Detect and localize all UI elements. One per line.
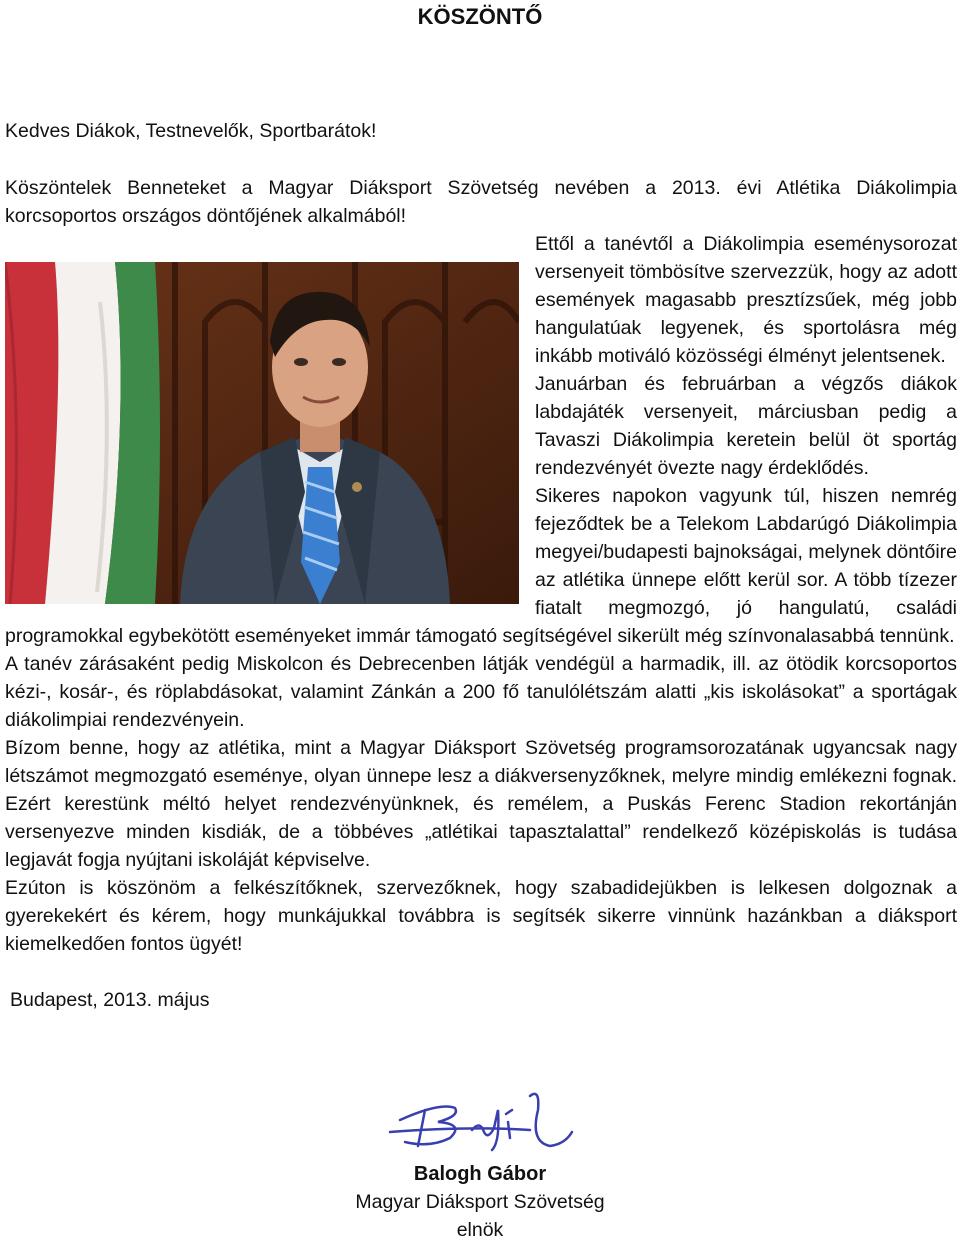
portrait-photo bbox=[5, 262, 519, 604]
greeting: Kedves Diákok, Testnevelők, Sportbarátok! bbox=[5, 120, 377, 142]
paragraph-3: Sikeres napokon vagyunk túl, hiszen nemrég fejeződtek be a Telekom Labdarúgó Diákolimpia megyei/budapesti bajnokságai, melynek döntőire az atlétika ünnepe előtt kerül sor. A több tízezer fiatalt megmozgó, jó hangulatú, családi programokkal egybekötött eseményeket immár támogató segítségével sikerült még színvonalasabbá tennünk. bbox=[5, 485, 957, 647]
portrait-illustration bbox=[5, 262, 519, 604]
signature-block bbox=[350, 1080, 610, 1244]
place-date: Budapest, 2013. május bbox=[10, 989, 210, 1011]
intro-paragraph: Köszöntelek Benneteket a Magyar Diáksport Szövetség nevében a 2013. évi Atlétika Diákolimpia korcsoportos országos döntőjének alkalmából! bbox=[5, 177, 957, 227]
signer-organization: Magyar Diáksport Szövetség bbox=[355, 1191, 605, 1213]
handwritten-signature bbox=[380, 1080, 580, 1160]
paragraph-5: Bízom benne, hogy az atlétika, mint a Magyar Diáksport Szövetség programsorozatának ugyancsak nagy létszámot megmozgató eseménye, olyan ünnepe lesz a diákversenyzőknek, melyre mindig emlékezni fognak. Ezért kerestünk méltó helyet rendezvényünknek, és remélem, a Puskás Ferenc Stadion rekortánján versenyezve minden kisdiák, de a többéves „atlétikai tapasztalattal” rendelkező középiskolás is tudása legjavát fogja nyújtani iskoláját képviselve. bbox=[5, 737, 957, 871]
paragraph-6: Ezúton is köszönöm a felkészítőknek, szervezőknek, hogy szabadidejükben is lelkesen dolgoznak a gyerekekért és kérem, hogy munkájukkal továbbra is segítsék sikerre vinnünk hazánkban a diáksport kiemelkedően fontos ügyét! bbox=[5, 877, 957, 955]
signer-name: Balogh Gábor bbox=[413, 1163, 547, 1185]
page-title: KÖSZÖNTŐ bbox=[417, 4, 543, 29]
paragraph-4: A tanév zárásaként pedig Miskolcon és Debrecenben látják vendégül a harmadik, ill. az ötödik korcsoportos kézi-, kosár-, és röplabdásokat, valamint Zánkán a 200 fő tanulólétszám alatti „kis iskolásokat” a sportágak diákolimpiai rendezvényein. bbox=[5, 653, 957, 731]
paragraph-2: Januárban és februárban a végzős diákok labdajáték versenyeit, márciusban pedig a Tavaszi Diákolimpia keretein belül öt sportág rendezvényét övezte nagy érdeklődés. bbox=[535, 373, 957, 479]
wrapped-text-block bbox=[5, 230, 957, 958]
paragraph-1: Ettől a tanévtől a Diákolimpia eseménysorozat versenyeit tömbösítve szervezzük, hogy az adott események magasabb presztízsűek, még jobb hangulatúak legyenek, és sportolásra még inkább motiváló közösségi élményt jelentsenek. bbox=[535, 233, 957, 367]
signer-role: elnök bbox=[456, 1219, 504, 1241]
